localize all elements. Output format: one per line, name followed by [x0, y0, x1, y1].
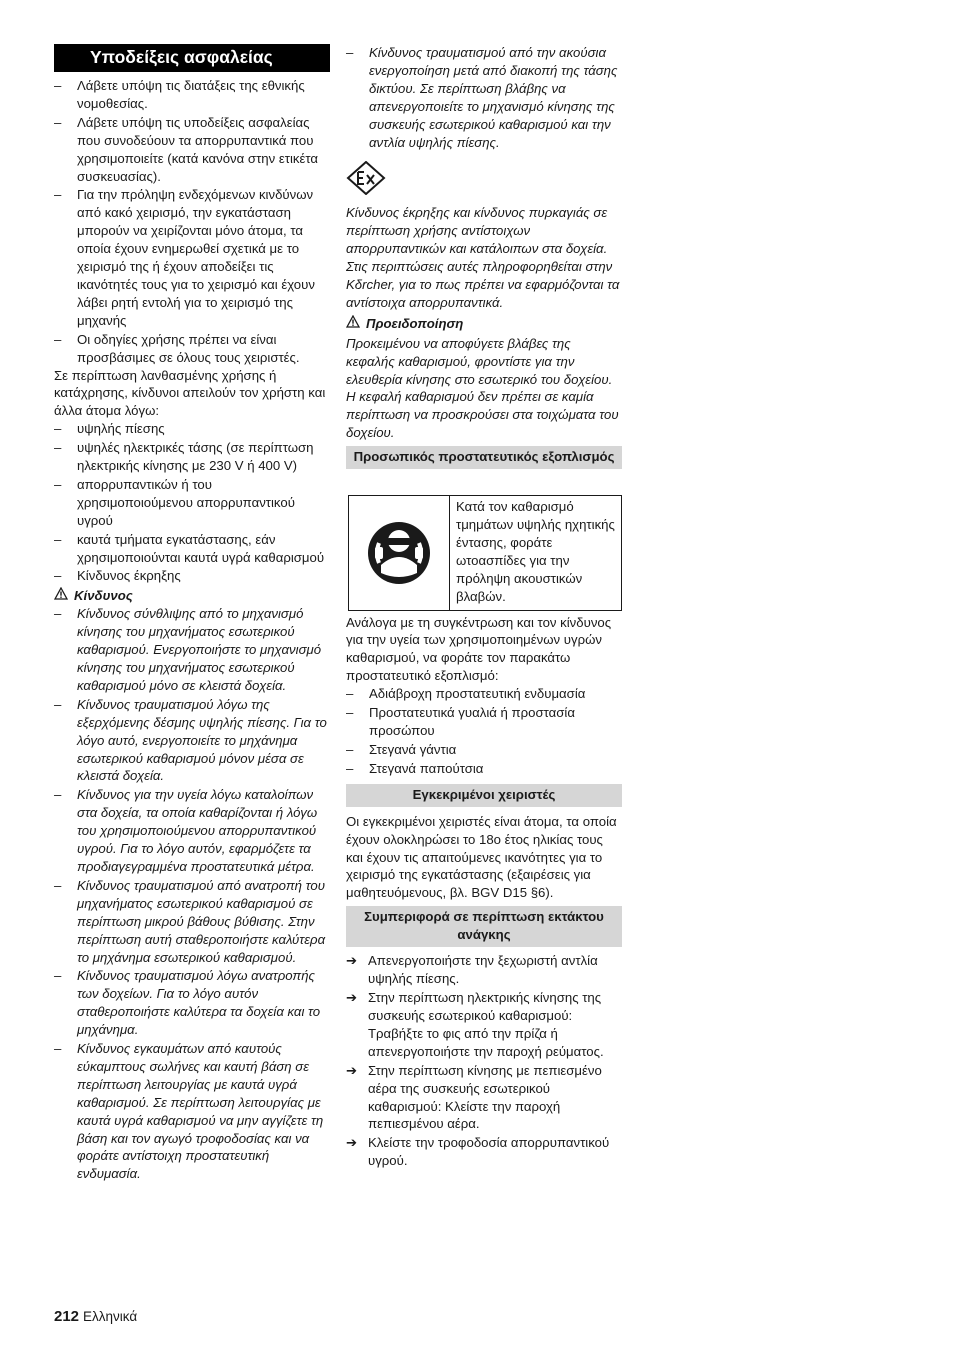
warning-heading: Προειδοποίηση [346, 315, 622, 333]
dash-bullet: – [54, 421, 62, 437]
dash-bullet: – [346, 45, 354, 60]
arrow-bullet-icon: ➔ [346, 1135, 358, 1151]
list-item: – Κίνδυνος για την υγεία λόγω καταλοίπων στα δοχεία, τα οποία καθαρίζονται ή λόγω του χρησιμοποιούμενου απορρυπαντικού υγρού. Για το λόγο αυτόν, εφαρμόζετε τα προδιαγεγραμμένα προστατευτικά μέτρα. [54, 787, 318, 874]
ex-explosion-icon [346, 161, 622, 200]
dash-bullet: – [54, 568, 62, 584]
section-title-safety: Υποδείξεις ασφαλείας [54, 44, 330, 72]
danger-list-continued [346, 44, 622, 151]
list-item: – Κίνδυνος σύνθλιψης από το μηχανισμό κίνησης του μηχανήματος εσωτερικού καθαρισμού. Ενεργοποιήστε το μηχανισμό κίνησης του μηχανήματος εσωτερικού καθαρισμού μόνο σε κλειστά δοχεία. [54, 606, 322, 693]
list-item: – απορρυπαντικών ή του χρησιμοποιούμενου απορρυπαντικού υγρού [54, 476, 295, 528]
dash-bullet: – [54, 877, 62, 893]
dash-bullet: – [54, 114, 62, 130]
list-item: ➔ Στην περίπτωση ηλεκτρικής κίνησης της συσκευής εσωτερικού καθαρισμού: Τραβήξτε το φις από την πρίζα ή απενεργοποιήστε την παροχή ρεύματος. [346, 990, 604, 1059]
list-item: – Στεγανά παπούτσια [346, 760, 484, 776]
list-item: – υψηλές ηλεκτρικές τάσης (σε περίπτωση ηλεκτρικής κίνησης με 230 V ή 400 V) [54, 440, 314, 474]
list-item: – Κίνδυνος τραυματισμού από ανατροπή του μηχανήματος εσωτερικού καθαρισμού σε περίπτωση μικρού βάθους βύθισης. Στην περίπτωση αυτή σταθεροποιήστε καλύτερα το μηχάνημα εσωτερικού καθαρισμού. [54, 877, 326, 965]
dash-bullet: – [54, 187, 62, 203]
list-item: – Λάβετε υπόψη τις διατάξεις της εθνικής νομοθεσίας. [54, 78, 305, 111]
list-item: – Για την πρόληψη ενδεχόμενων κινδύνων από κακό χειρισμό, την εγκατάσταση μπορούν να χειρίζονται μόνο άτομα, τα οποία έχουν ενημερωθεί σχετικά με το χειρισμό της ή έχουν αποδείξει τις ικανότητές τους για το χειρισμό και έχουν λάβει ρητή εντολή για το χειρισμό της μηχανής [54, 187, 315, 328]
arrow-bullet-icon: ➔ [346, 1062, 358, 1078]
list-item: – Κίνδυνος εγκαυμάτων από καυτούς εύκαμπτους σωλήνες και καυτή βάση σε περίπτωση λειτουργίας με καυτά υγρά καθαρισμού. Σε περίπτωση λειτουργίας με καυτά υγρά καθαρισμού να μην αγγίζετε τη βάση και τον αγωγό τροφοδοσίας και να φοράτε αντίστοιχη προστατευτική ενδυμασία. [54, 1041, 324, 1182]
list-item: – Οι οδηγίες χρήσης πρέπει να είναι προσβάσιμες σε όλους τους χειριστές. [54, 331, 300, 365]
list-item: – Αδιάβροχη προστατευτική ενδυμασία [346, 686, 586, 702]
ppe-notice-box [348, 495, 622, 610]
emergency-list [346, 952, 622, 1170]
ppe-intro: Ανάλογα με τη συγκέντρωση και τον κίνδυνος για την υγεία των χρησιμοποιημένων υγρών καθαρισμού, να φοράτε τον παρακάτω προστατευτικό εξοπλισμό: [346, 614, 612, 684]
ppe-list [346, 685, 622, 778]
list-item: – Κίνδυνος τραυματισμού λόγω της εξερχόμενης δέσμης υψηλής πίεσης. Για το λόγο αυτό, ενεργοποιείτε το μηχάνημα εσωτερικού καθαρισμού μόνον μέσα σε κλειστά δοχεία. [54, 696, 327, 784]
warning-triangle-icon [54, 587, 68, 605]
section-heading-ppe: Προσωπικός προστατευτικός εξοπλισμός [346, 446, 622, 469]
dash-bullet: – [54, 78, 62, 93]
dash-bullet: – [54, 968, 62, 984]
dash-bullet: – [54, 787, 62, 803]
dash-bullet: – [346, 705, 354, 721]
right-column [346, 44, 622, 1170]
list-item: – καυτά τμήματα εγκατάστασης, εάν χρησιμοποιούνται καυτά υγρά καθαρισμού [54, 531, 325, 565]
list-item: – Κίνδυνος τραυματισμού λόγω ανατροπής των δοχείων. Για το λόγο αυτόν σταθεροποιήστε καλύτερα τα δοχεία και το μηχάνημα. [54, 968, 321, 1038]
hazards-list [54, 420, 330, 585]
hazards-intro: Σε περίπτωση λανθασμένης χρήσης ή κατάχρησης, κίνδυνοι απειλούν τον χρήστη και άλλα άτομα λόγω: [54, 367, 326, 419]
warning-triangle-icon [346, 315, 360, 333]
dash-bullet: – [54, 440, 62, 456]
dash-bullet: – [54, 331, 62, 347]
warning-text: Προκειμένου να αποφύγετε βλάβες της κεφαλής καθαρισμού, φροντίστε για την ελευθερία κίνησης στο εσωτερικό του δοχείου. Η κεφαλή καθαρισμού δεν πρέπει σε καμία περίπτωση να προσκρούσει στα τοιχώματα του δοχείου. [346, 335, 619, 441]
list-item: – Κίνδυνος έκρηξης [54, 568, 181, 584]
page-footer [54, 1308, 137, 1326]
danger-heading: Κίνδυνος [54, 587, 330, 605]
ear-and-eye-protection-icon [349, 496, 450, 609]
section-heading-operators: Εγκεκριμένοι χειριστές [346, 784, 622, 807]
safety-list [54, 77, 330, 367]
list-item: ➔ Απενεργοποιήστε την ξεχωριστή αντλία υψηλής πίεσης. [346, 953, 598, 987]
list-item: ➔ Στην περίπτωση κίνησης με πεπιεσμένο αέρα της συσκευής εσωτερικού καθαρισμού: Κλείστε την παροχή πεπιεσμένου αέρα. [346, 1062, 602, 1132]
operators-text: Οι εγκεκριμένοι χειριστές είναι άτομα, τα οποία έχουν ολοκληρώσει το 18ο έτος ηλικίας τους και έχουν τις απαιτούμενες ικανότητες για το χειρισμό της εγκατάστασης (εξαιρέσεις για μαθητευόμενους, βλ. BGV D15 §6). [346, 813, 617, 901]
left-column [54, 44, 330, 1183]
dash-bullet: – [346, 686, 354, 702]
dash-bullet: – [54, 531, 62, 547]
list-item: – Προστατευτικά γυαλιά ή προστασία προσώπου [346, 705, 575, 738]
page-number: 212 [54, 1308, 80, 1325]
dash-bullet: – [54, 1041, 62, 1057]
list-item: – Λάβετε υπόψη τις υποδείξεις ασφαλείας που συνοδεύουν τα απορρυπαντικά που χρησιμοποιείτε (κατά κανόνα στην ετικέτα συσκευασίας). [54, 114, 319, 184]
list-item: – Κίνδυνος τραυματισμού από την ακούσια ενεργοποίηση μετά από διακοπή της τάσης δικτύου. Σε περίπτωση βλάβης να απενεργοποιείτε το μηχανισμό κίνησης της συσκευής εσωτερικού καθαρισμού και την αντλία υψηλής πίεσης. [346, 45, 618, 150]
arrow-bullet-icon: ➔ [346, 953, 358, 969]
list-item: – Στεγανά γάντια [346, 741, 457, 757]
ppe-box-text: Κατά τον καθαρισμό τμημάτων υψηλής ηχητικής έντασης, φοράτε ωτοασπίδες για την πρόληψη ακουστικών βλαβών. [456, 499, 615, 604]
dash-bullet: – [54, 476, 62, 492]
section-heading-emergency: Συμπεριφορά σε περίπτωση εκτάκτου ανάγκης [346, 906, 622, 947]
dash-bullet: – [54, 696, 62, 712]
danger-list [54, 605, 330, 1183]
page-language: Ελληνικά [83, 1309, 138, 1324]
dash-bullet: – [346, 760, 354, 776]
list-item: – υψηλής πίεσης [54, 421, 165, 437]
arrow-bullet-icon: ➔ [346, 990, 358, 1006]
dash-bullet: – [54, 606, 62, 622]
list-item: ➔ Κλείστε την τροφοδοσία απορρυπαντικού υγρού. [346, 1135, 610, 1169]
ex-warning-text: Κίνδυνος έκρηξης και κίνδυνος πυρκαγιάς σε περίπτωση χρήσης αντίστοιχων απορρυπαντικών και κατάλοιπων στα δοχεία. Στις περιπτώσεις αυτές πληροφορηθείται στην Kδrcher, για το πως πρέπει να εφαρμόζονται τα αντίστοιχα απορρυπαντικά. [346, 205, 620, 310]
dash-bullet: – [346, 741, 354, 757]
